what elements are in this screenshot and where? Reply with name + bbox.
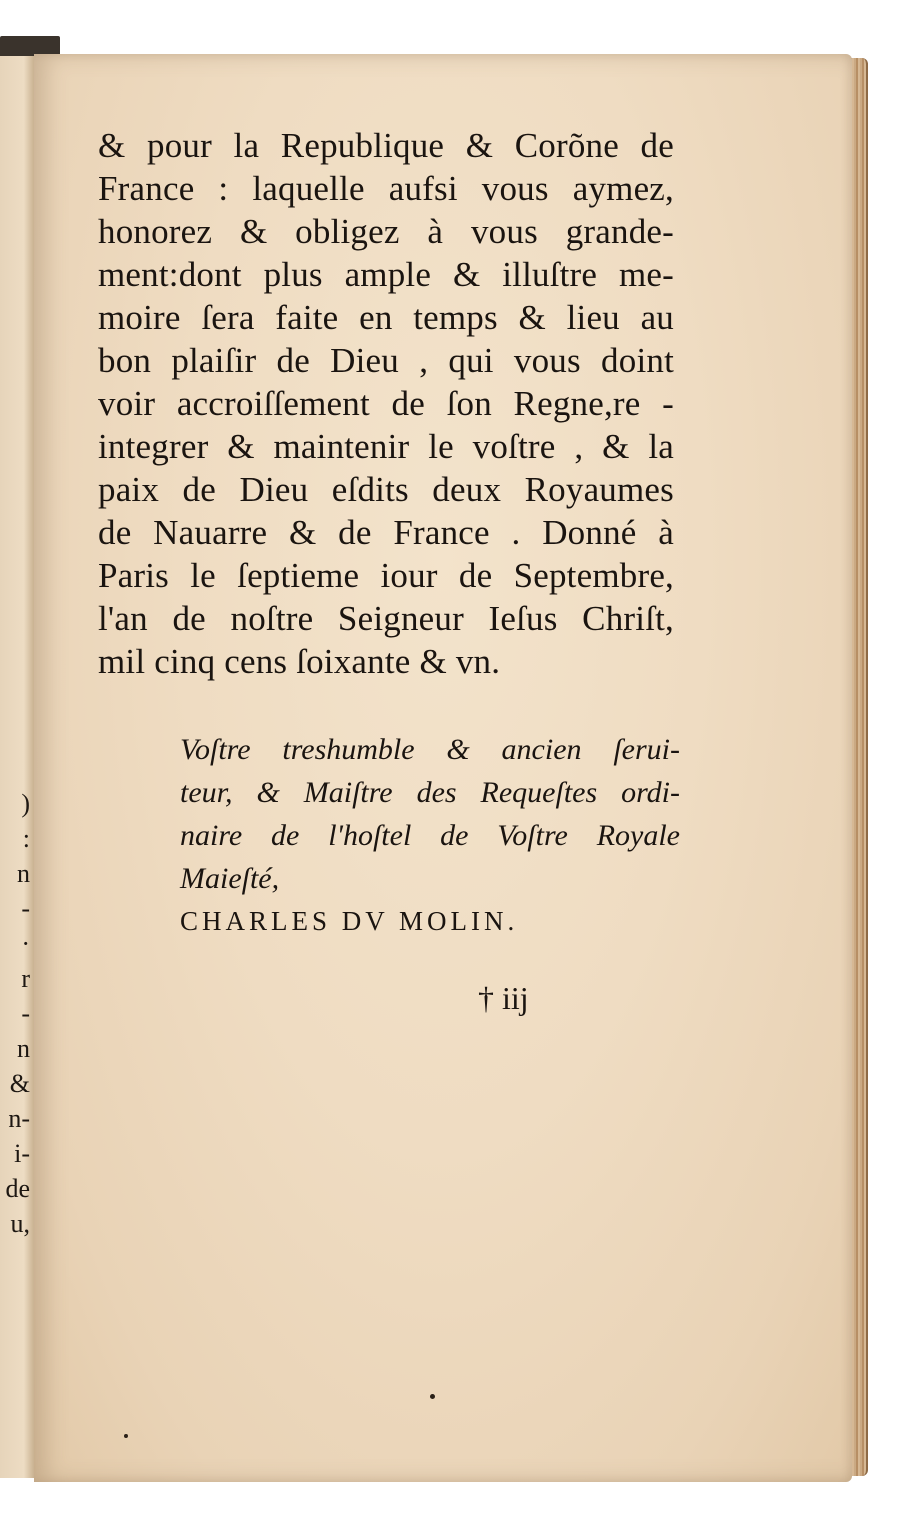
text-line: ment:dont plus ample & illuſtre me-	[98, 255, 674, 294]
signature-line: Maieſté,	[180, 862, 280, 895]
left-facing-page	[0, 56, 35, 1478]
text-line: moire ſera faite en temps & lieu au	[98, 298, 674, 337]
left-fragment: n	[17, 1034, 30, 1063]
text-line: de Nauarre & de France . Donné à	[98, 513, 674, 552]
left-fragment: &	[9, 1069, 30, 1098]
left-fragment: -	[21, 999, 30, 1028]
paper-speck	[124, 1434, 128, 1438]
text-line: l'an de noſtre Seigneur Ieſus Chriſt,	[98, 599, 674, 638]
text-line: voir accroiſſement de ſon Regne,re -	[98, 384, 674, 423]
left-fragment: -	[21, 894, 30, 923]
signature-mark: † iij	[478, 980, 529, 1016]
text-line: & pour la Republique & Corõne de	[98, 126, 674, 165]
signature-line: naire de l'hoſtel de Voſtre Royale	[180, 819, 680, 852]
left-fragment: :	[22, 824, 30, 853]
left-fragment: ·	[21, 929, 30, 958]
left-fragment: i-	[14, 1139, 30, 1168]
paper-speck	[430, 1394, 435, 1399]
author-name: CHARLES DV MOLIN.	[180, 906, 519, 936]
main-text-block	[98, 124, 674, 683]
text-line: honorez & obligez à vous grande-	[98, 212, 674, 251]
left-fragment: r	[21, 964, 30, 993]
signature-line: teur, & Maiſtre des Requeſtes ordi-	[180, 776, 680, 809]
text-line: bon plaiſir de Dieu , qui vous doint	[98, 341, 674, 380]
text-line: mil cinq cens ſoixante & vn.	[98, 642, 501, 681]
left-page-fragments	[0, 786, 30, 1241]
left-fragment: )	[21, 789, 30, 818]
closing-signature	[180, 728, 680, 900]
text-line: paix de Dieu eſdits deux Royaumes	[98, 470, 674, 509]
left-fragment: de	[5, 1174, 30, 1203]
text-line: integrer & maintenir le voſtre , & la	[98, 427, 674, 466]
left-fragment: n-	[8, 1104, 30, 1133]
signature-line: Voſtre treshumble & ancien ſerui-	[180, 733, 680, 766]
left-fragment: n	[17, 859, 30, 888]
text-line: Paris le ſeptieme iour de Septembre,	[98, 556, 674, 595]
left-fragment: u,	[10, 1209, 30, 1238]
text-line: France : laquelle aufsi vous aymez,	[98, 169, 674, 208]
